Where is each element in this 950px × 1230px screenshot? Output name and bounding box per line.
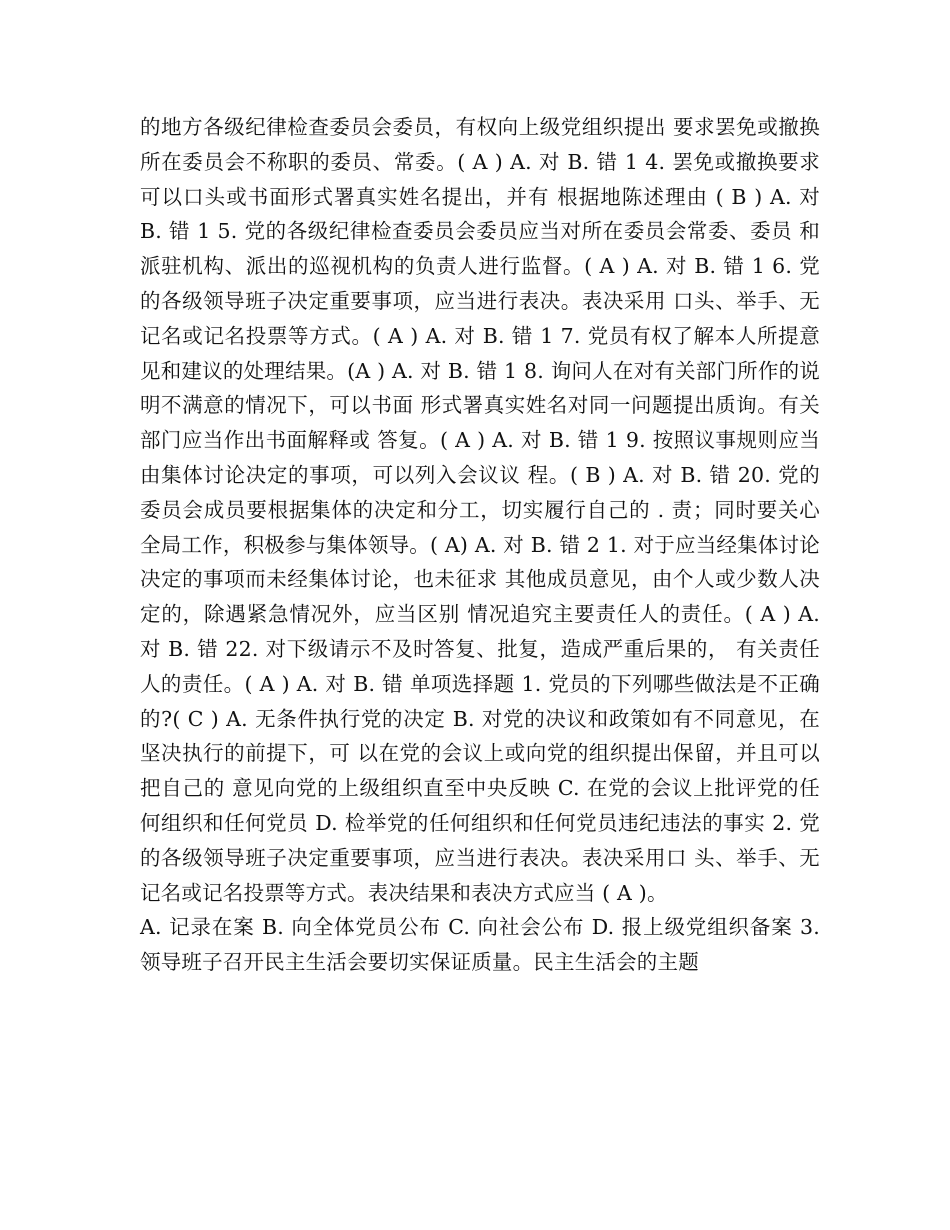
paragraph-options-continuation: A. 记录在案 B. 向全体党员公布 C. 向社会公布 D. 报上级党组织备案 3. 领导班子召开民主生活会要切实保证质量。民主生活会的主题 xyxy=(140,915,820,975)
document-body xyxy=(140,110,820,980)
paragraph-true-false-and-single-choice: 的地方各级纪律检查委员会委员，有权向上级党组织提出 要求罢免或撤换所在委员会不称职的委员、常委。( A ) A. 对 B. 错 1 4. 罢免或撤换要求可以口头或书面形式署真实姓名提出，并有 根据地陈述理由 ( B ) A. 对 B. 错 1 5. 党的各级纪律检查委员会委员应当对所在委员会常委、委员 和派驻机构、派出的巡视机构的负责人进行监督。( A ) A. 对 B. 错 1 6. 党的各级领导班子决定重要事项，应当进行表决。表决采用 口头、举手、无记名或记名投票等方式。( A ) A. 对 B. 错 1 7. 党员有权了解本人所提意见和建议的处理结果。(A ) A. 对 B. 错 1 8. 询问人在对有关部门所作的说明不满意的情况下，可以书面 形式署真实姓名对同一问题提出质询。有关部门应当作出书面解释或 答复。( A ) A. 对 B. 错 1 9. 按照议事规则应当由集体讨论决定的事项，可以列入会议议 程。( B ) A. 对 B. 错 20. 党的委员会成员要根据集体的决定和分工，切实履行自己的 . 责；同时要关心全局工作，积极参与集体领导。( A) A. 对 B. 错 2 1. 对于应当经集体讨论决定的事项而未经集体讨论，也未征求 其他成员意见，由个人或少数人决定的，除遇紧急情况外，应当区别 情况追究主要责任人的责任。( A ) A. 对 B. 错 22. 对下级请示不及时答复、批复，造成严重后果的， 有关责任人的责任。( A ) A. 对 B. 错 单项选择题 1. 党员的下列哪些做法是不正确的?( C ) A. 无条件执行党的决定 B. 对党的决议和政策如有不同意见，在坚决执行的前提下，可 以在党的会议上或向党的组织提出保留，并且可以把自己的 意见向党的上级组织直至中央反映 C. 在党的会议上批评党的任何组织和任何党员 D. 检举党的任何组织和任何党员违纪违法的事实 2. 党的各级领导班子决定重要事项，应当进行表决。表决采用口 头、举手、无记名或记名投票等方式。表决结果和表决方式应当 ( A )。 xyxy=(140,115,820,905)
